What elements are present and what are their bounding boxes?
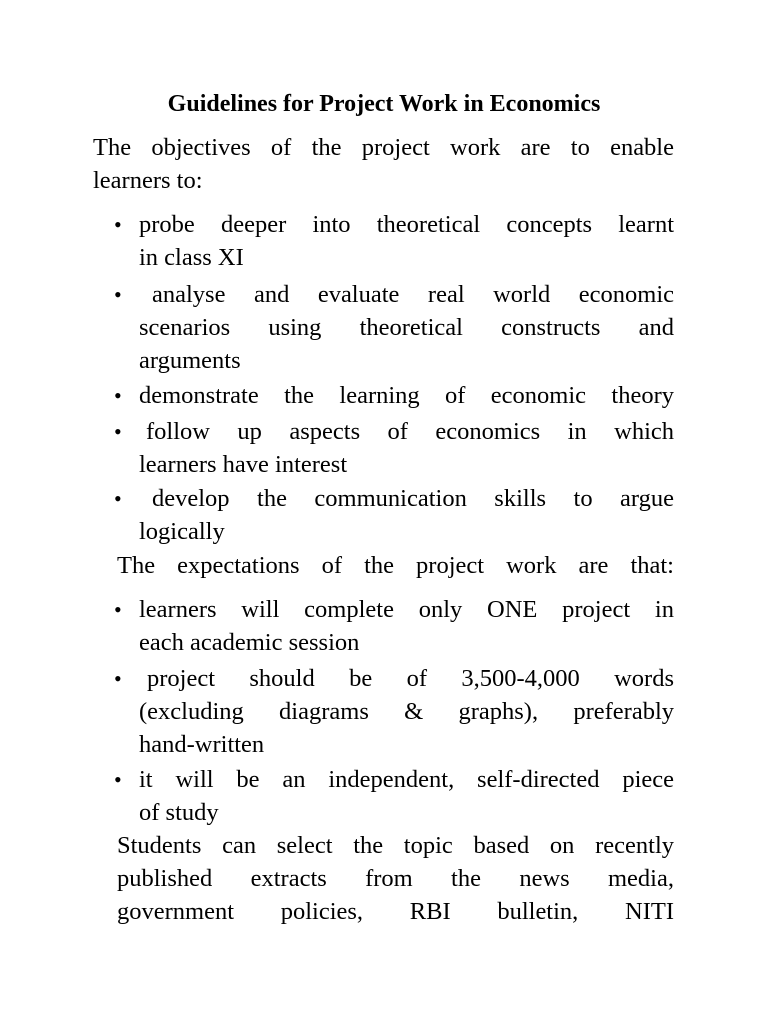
list-item-line: learners will complete only ONE project in <box>139 596 674 623</box>
list-item-line: project should be of 3,500-4,000 words <box>147 665 674 692</box>
bullet-icon: • <box>114 486 122 511</box>
list-item-line: in class XI <box>139 244 244 271</box>
objectives-intro-line: The objectives of the project work are to enable <box>93 134 674 161</box>
bullet-icon: • <box>114 597 122 622</box>
list-item-line: logically <box>139 518 225 545</box>
objectives-intro <box>93 131 674 197</box>
bullet-icon: • <box>114 383 122 408</box>
list-item-line: learners have interest <box>139 451 348 478</box>
topic-paragraph-line: published extracts from the news media, <box>117 865 674 892</box>
list-item-line: scenarios using theoretical constructs and <box>139 314 674 341</box>
list-item-line: follow up aspects of economics in which <box>146 418 674 445</box>
expectations-intro <box>117 549 674 582</box>
bullet-icon: • <box>114 419 122 444</box>
list-item-line: develop the communication skills to argue <box>152 485 674 512</box>
bullet-icon: • <box>114 767 122 792</box>
list-item-line: demonstrate the learning of economic theory <box>139 382 674 409</box>
topic-paragraph-line: government policies, RBI bulletin, NITI <box>117 898 674 925</box>
list-item-line: hand-written <box>139 731 265 758</box>
list-item-line: probe deeper into theoretical concepts learnt <box>139 211 674 238</box>
bullet-icon: • <box>114 282 122 307</box>
list-item-line: of study <box>139 799 219 826</box>
list-item-line: it will be an independent, self-directed piece <box>139 766 674 793</box>
topic-paragraph <box>117 829 674 928</box>
page-title: Guidelines for Project Work in Economics <box>167 91 601 117</box>
expectations-intro-line: The expectations of the project work are that: <box>117 552 674 579</box>
list-item-line: arguments <box>139 347 241 374</box>
topic-paragraph-line: Students can select the topic based on recently <box>117 832 674 859</box>
list-item-line: analyse and evaluate real world economic <box>152 281 674 308</box>
bullet-icon: • <box>114 666 122 691</box>
objectives-intro-line: learners to: <box>93 167 203 194</box>
list-item-line: (excluding diagrams & graphs), preferably <box>139 698 674 725</box>
list-item-line: each academic session <box>139 629 360 656</box>
bullet-icon: • <box>114 212 122 237</box>
